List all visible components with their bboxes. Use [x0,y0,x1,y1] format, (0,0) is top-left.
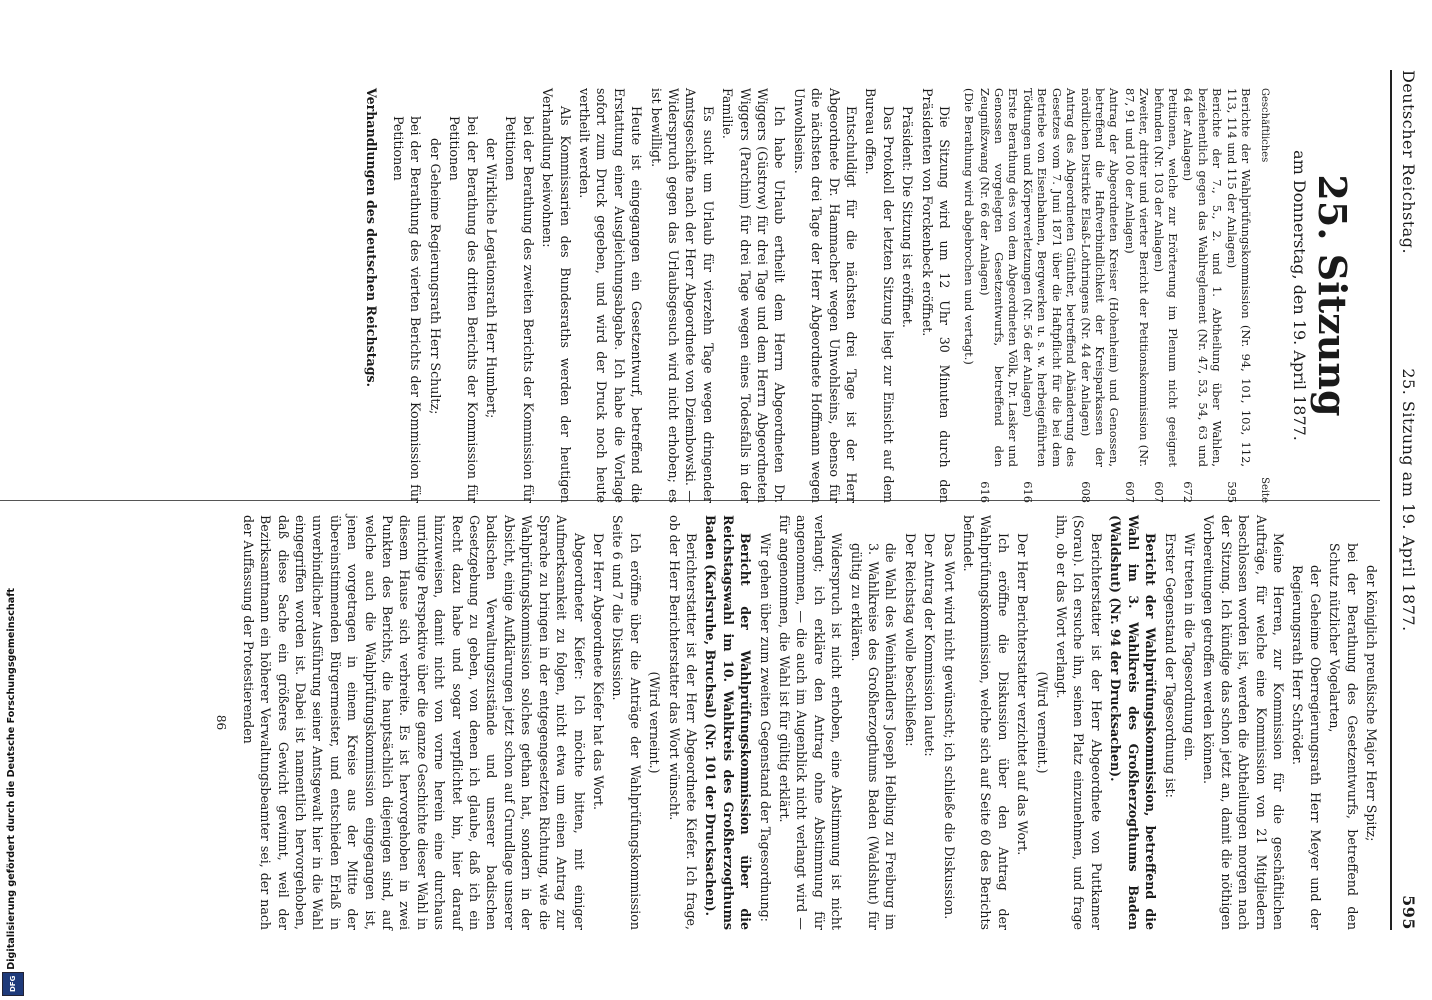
toc-entry-text: Erste Berathung des von dem Abgeordneten Völk, Dr. Lasker und Genossen vorgelegten Gesetzentwurfs, betreffend den Zeugnißzwang (Nr. 66 der Anlagen) [977,88,1020,467]
paragraph: bei der Berathung des Gesetzentwurfs, betreffend den Schutz nützlicher Vogelarten, [1327,543,1360,930]
paragraph: Meine Herren, zur Kommission für die geschäftlichen Aufträge, für welche eine Kommission von 21 Mitgliedern beschlossen worden ist, werden die Abtheilungen morgen nach der Sitzung. Ich kündige das schon jetzt an, damit die nöthigen Vorbereitungen getroffen werden können. [1201,515,1286,930]
header-page-number: 595 [1399,895,1418,930]
paragraph: Ich habe Urlaub ertheilt dem Herrn Abgeordneten Dr. Wiggers (Güstrow) für drei Tage und dem Herrn Abgeordneten Wiggers (Parchim) für drei Tage wegen eines Todesfalls in der Familie. [720,88,788,503]
paragraph: Bericht der Wahlprüfungskommission, betreffend die Wahl im 3. Wahlkreis des Großherzogthums Baden (Waldshut) (Nr. 94 der Drucksachen). [1108,515,1159,930]
left-paragraphs [390,88,954,503]
toc-entry-text: Zweiter, dritter und vierter Bericht der Petitionskommission (Nr. 87, 91 und 100 der Anlagen) [1122,88,1151,467]
digitization-credit [0,588,24,1000]
paragraph: Heute ist eingegangen ein Gesetzentwurf, betreffend die Erstattung einer Ausgleichungsabgabe. Ich habe die Vorlage sofort zum Druck gegeben, und wird der Druck noch heute vertheilt werden. [577,88,645,503]
paragraph: Präsident: Die Sitzung ist eröffnet. [900,106,916,328]
paragraph: Entschuldigt für die nächsten drei Tage ist der Herr Abgeordnete Dr. Hammacher wegen Unwohlseins, ebenso für die nächsten drei Tage der Herr Abgeordnete Hoffmann wegen Unwohlseins. [791,88,860,503]
paragraph: der königlich preußische Major Herr Spitz; [1364,565,1379,842]
header-center: 25. Sitzung am 19. April 1877. [1399,368,1418,632]
toc-label-right: Seite [1258,477,1270,503]
toc-entry-page: 616 [977,481,992,503]
paragraph: Die Sitzung wird um 12 Uhr 30 Minuten durch den Präsidenten von Forckenbeck eröffnet. [919,88,953,503]
paragraph: Der Herr Abgeordnete Kiefer hat das Wort. [590,533,606,810]
session-title: 25. Sitzung [1310,174,1355,417]
paragraph: bei der Berathung des vierten Berichts der Kommission für Petitionen [390,116,424,503]
paragraph: Abgeordneter Kiefer: Ich möchte bitten, mit einiger Aufmerksamkeit zu folgen, nicht etwa um einen Antrag zur Sprache zu bringen in der entgegengesetzten Richtung, wie die Wahlprüfungskommission solches gethan hat, sondern in der Absicht, einige Aufklärungen jetzt schon auf Grundlage unserer badischen Verwaltungszustände und unserer badischen Gesetzgebung zu geben, von denen ich glaube, daß ich ein Recht dazu habe und sogar verpflichtet bin, hier darauf hinzuweisen, damit nicht von vorne herein eine durchaus unrichtige Perspektive über die ganze Geschichte dieser Wahl in diesem Hause sich verbreite. Es ist hervorgehoben in zwei Punkten des Berichts, die hauptsächlich diejenigen sind, auf welche auch die Wahlprüfungskommission eingegangen ist, jenen vorgetragen in einem Kreise aus der Mitte der übereinstimmenden Bürgermeister, und entschieden Erlaß in unverbindlicher Ausführung seiner Amtsgewalt hier in die Wahl eingegriffen worden ist. Dabei ist namentlich hervorgehoben, daß diese Sache ein größeres Gewicht gewinnt, weil der Bezirksamtmann ein höherer Verwaltungsbeamter sei, der nach der Auffassung der Protestierenden [240,515,587,930]
credit-text: Digitalisierung gefördert durch die Deutsche Forschungsgemeinschaft [6,588,17,970]
toc-entry-page: 616 [1021,481,1036,503]
right-paragraphs [239,515,1380,930]
toc-entry-text: Petitionen, welche zur Erörterung im Plenum nicht geeignet befunden (Nr. 103 der Anlagen) [1151,88,1181,467]
paragraph: (Wird verneint.) [1034,671,1050,774]
toc-entry-page: 608 [1078,481,1093,503]
toc-entry-page: 607 [1122,481,1137,503]
paragraph: Berichterstatter ist der Herr Abgeordnete von Puttkamer (Sorau). Ich ersuche ihn, seinen Platz einzunehmen, und frage ihn, ob er das Wort verlangt. [1054,515,1104,930]
toc-entry [1122,88,1150,503]
toc-entry [962,88,976,503]
toc-entry [1021,88,1078,503]
toc-entry [1079,88,1122,503]
paragraph: Ich eröffne über die Anträge der Wahlprüfungskommission Seite 6 und 7 die Diskussion. [610,515,643,930]
paragraph: Der Reichstag wolle beschließen: [902,533,918,747]
dfg-logo-icon: DFG [2,972,24,996]
paragraph: die Wahl des Weinhändlers Joseph Helbing zu Freiburg im 3. Wahlkreise des Großherzogthums Baden (Waldshut) für gültig zu erklären. [848,543,899,930]
paragraph: Berichterstatter ist der Herr Abgeordnete Kiefer. Ich frage, ob der Herr Berichterstatter das Wort wünscht. [666,515,699,930]
left-column [360,88,1380,503]
paragraph: Der Herr Berichterstatter verzichtet auf das Wort. [1015,533,1031,856]
bottom-page-number: 86 [214,714,229,731]
paragraph: Widerspruch ist nicht erhoben, eine Abstimmung ist nicht verlangt; ich erkläre den Antrag ohne Abstimmung für angenommen, — die auch im Augenblick nicht verlangt wird — für angenommen, die Wahl ist für gültig erklärt. [777,515,845,930]
toc-entry-text: Antrag der Abgeordneten Kreiser (Hohenheim) und Genossen, betreffend die Haftverbindlichkeit der Kreisparkassen der nördlichen Distrikte Elsaß-Lothringens (Nr. 44 der Anlagen) [1078,88,1122,467]
paragraph: der Geheime Oberregierungsrath Herr Meyer und der Regierungsrath Herr Schröder. [1290,565,1323,930]
paragraph: der Geheime Regierungsrath Herr Schultz; [427,138,443,415]
toc-entry-page: 595 [1224,481,1239,503]
running-head [1394,70,1418,930]
paragraph: Als Kommissarien des Bundesraths werden der heutigen Verhandlung beiwohnen: [540,88,573,503]
header-left: Deutscher Reichstag. [1399,70,1418,255]
paragraph: Wir treten in die Tagesordnung ein. [1181,533,1197,762]
paragraph: Bericht der Wahlprüfungskommission über die Reichstagswahl im 10. Wahlkreis des Großherzogthums Baden (Karlsruhe, Bruchsal) (Nr. 101 der Drucksachen). [703,515,754,930]
toc-entry-text: Antrag des Abgeordneten Günther, betreffend Abänderung des Gesetzes vom 7. Juni 1871 über die Haftpflicht für die bei dem Betriebe von Eisenbahnen, Bergwerken u. s. w. herbeigeführten Tödtungen und Körperverletzungen (Nr. 56 der Anlagen) [1021,88,1078,467]
paragraph: Ich eröffne die Diskussion über den Antrag der Wahlprüfungskommission, welche sich auf Seite 60 des Berichts befindet. [961,515,1011,930]
toc-entry [1225,88,1253,503]
paragraph: der Wirkliche Legationsrath Herr Humbert; [483,138,499,419]
paragraph: Es sucht um Urlaub für vierzehn Tage wegen dringender Amtsgeschäfte nach der Herr Abgeordnete von Dziembowski. — Widerspruch gegen das Urlaubsgesuch wird nicht erhoben; es ist bewilligt. [648,88,716,503]
paragraph: Das Wort wird nicht gewünscht; ich schließe die Diskussion. [941,533,957,920]
paragraph: Das Protokoll der letzten Sitzung liegt zur Einsicht auf dem Bureau offen. [863,88,896,503]
paragraph: Erster Gegenstand der Tagesordnung ist: [1162,533,1178,798]
paragraph: Der Antrag der Kommission lautet: [922,533,938,757]
paragraph: bei der Berathung des zweiten Berichts der Kommission für Petitionen [503,116,536,503]
toc-head [1255,88,1272,503]
table-of-contents [962,88,1253,503]
toc-entry [1152,88,1180,503]
paragraph: bei der Berathung des dritten Berichts der Kommission für Petitionen [447,116,480,503]
header-rule [1390,70,1392,930]
session-date: am Donnerstag, den 19. April 1877. [1290,150,1309,441]
toc-entry-text: (Die Berathung wird abgebrochen und vertagt.) [962,88,977,365]
toc-label-left: Geschäftliches [1258,88,1270,163]
paragraph: Wir gehen über zum zweiten Gegenstand der Tagesordnung: [757,533,773,922]
toc-entry-page: 672 [1181,481,1196,503]
toc-entry-text: Berichte der Wahlprüfungskommission (Nr. 94, 101, 103, 112, 113, 114 und 115 der Anlagen) [1224,88,1254,467]
toc-entry-text: Berichte der 7., 5., 2. und 1. Abtheilung über Wahlen, beziehentlich gegen das Wahlreglement (Nr. 47, 53, 54, 63 und 64 der Anlagen) [1181,88,1224,467]
toc-entry [977,88,1020,503]
toc-entry-page: 607 [1151,481,1166,503]
paragraph: (Wird verneint.) [647,671,663,774]
right-column [212,515,1380,930]
toc-entry [1181,88,1224,503]
page-footer: Verhandlungen des deutschen Reichstags. [363,88,379,387]
